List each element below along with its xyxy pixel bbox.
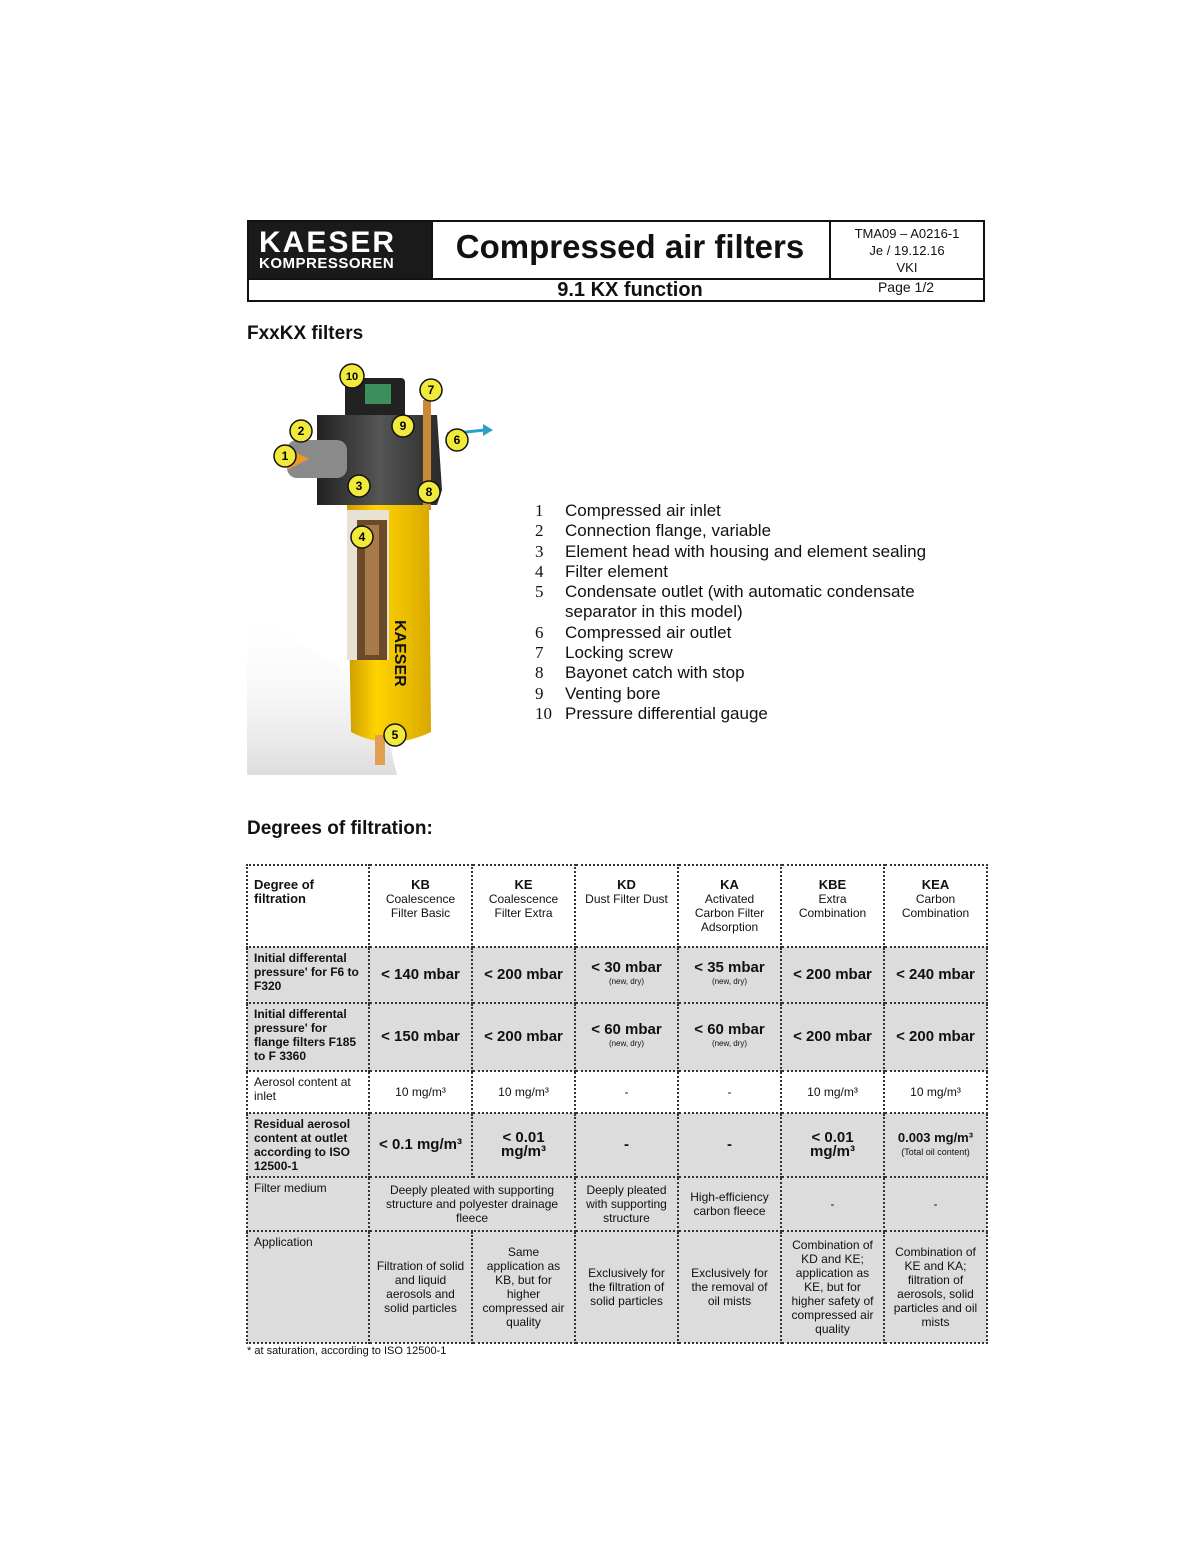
table-cell: < 60 mbar (new, dry) (678, 1003, 781, 1071)
document-id: TMA09 – A0216-1 (854, 226, 960, 241)
document-title: Compressed air filters (455, 228, 805, 265)
callout-1 (274, 445, 296, 467)
table-cell: < 200 mbar (884, 1003, 987, 1071)
filtration-table (246, 864, 988, 1344)
svg-text:7: 7 (427, 383, 435, 397)
legend-item: 3 Element head with housing and element sealing (535, 541, 927, 561)
table-cell: < 150 mbar (369, 1003, 472, 1071)
svg-text:3: 3 (355, 479, 363, 493)
table-footnote: * at saturation, according to ISO 12500-1 (247, 1345, 447, 1357)
legend-item: 5 Condensate outlet (with automatic condensate (535, 582, 915, 602)
table-cell: 10 mg/m³ (781, 1071, 884, 1113)
section-heading-filters: FxxKX filters (247, 323, 364, 344)
table-cell: Exclusively for the removal of oil mists (678, 1231, 781, 1343)
column-header-kbe: KBE Extra Combination (781, 865, 884, 947)
table-cell: - (678, 1071, 781, 1113)
callout-5 (384, 724, 406, 746)
table-cell: Deeply pleated with supporting structure and polyester drainage fleece (369, 1177, 575, 1231)
table-cell: Exclusively for the filtration of solid particles (575, 1231, 678, 1343)
document-meta (829, 222, 983, 278)
callout-10 (340, 364, 364, 388)
table-cell: Deeply pleated with supporting structure (575, 1177, 678, 1231)
svg-text:2: 2 (297, 424, 305, 438)
table-row-residual-aerosol (247, 1113, 987, 1177)
table-cell: - (884, 1177, 987, 1231)
legend-item: 6 Compressed air outlet (535, 622, 732, 642)
row-label: Aerosol content at inlet (247, 1071, 369, 1113)
document-subtitle: 9.1 KX function (557, 279, 703, 301)
logo-subline: KOMPRESSOREN (259, 255, 395, 272)
column-header-kb: KB Coalescence Filter Basic (369, 865, 472, 947)
section-heading-filtration: Degrees of filtration: (247, 818, 433, 839)
table-cell: < 200 mbar (472, 1003, 575, 1071)
table-cell: 10 mg/m³ (884, 1071, 987, 1113)
legend-item: 7 Locking screw (535, 643, 673, 663)
svg-text:1: 1 (281, 449, 289, 463)
logo-wordmark: KAESER (259, 226, 397, 259)
svg-text:4: 4 (358, 530, 366, 544)
callout-2 (290, 420, 312, 442)
table-cell: - (575, 1071, 678, 1113)
row-label: Initial differental pressure' for F6 to F320 (247, 947, 369, 1003)
condensate-drain (375, 735, 385, 765)
callout-9 (392, 415, 414, 437)
column-header-kd: KD Dust Filter Dust (575, 865, 678, 947)
column-header-kea: KEA Carbon Combination (884, 865, 987, 947)
company-logo (249, 222, 433, 278)
table-row-aerosol-inlet (247, 1071, 987, 1113)
legend-item: 8 Bayonet catch with stop (535, 663, 745, 683)
table-cell: 0.003 mg/m³ (Total oil content) (884, 1113, 987, 1177)
author-date: Je / 19.12.16 (869, 243, 945, 258)
page-number: Page 1/2 (877, 279, 935, 295)
table-row-application (247, 1231, 987, 1343)
table-cell: Filtration of solid and liquid aerosols and solid particles (369, 1231, 472, 1343)
legend-item: 10 Pressure differential gauge (535, 703, 768, 723)
column-header-ke: KE Coalescence Filter Extra (472, 865, 575, 947)
component-legend (535, 501, 975, 724)
table-cell: < 140 mbar (369, 947, 472, 1003)
row-label: Residual aerosol content at outlet according to ISO 12500-1 (247, 1113, 369, 1177)
table-row-pressure-f6 (247, 947, 987, 1003)
table-cell: - (678, 1113, 781, 1177)
table-cell: Combination of KE and KA; filtration of aerosols, solid particles and oil mists (884, 1231, 987, 1343)
table-cell: Same application as KB, but for higher compressed air quality (472, 1231, 575, 1343)
table-cell: < 200 mbar (781, 1003, 884, 1071)
table-cell: < 200 mbar (472, 947, 575, 1003)
table-cell: < 240 mbar (884, 947, 987, 1003)
callout-7 (420, 379, 442, 401)
svg-text:9: 9 (399, 419, 407, 433)
filter-cutaway-illustration (247, 360, 497, 775)
callout-4 (351, 526, 373, 548)
table-cell: < 0.01 mg/m³ (781, 1113, 884, 1177)
svg-text:5: 5 (391, 728, 399, 742)
table-row-pressure-flange (247, 1003, 987, 1071)
row-label: Application (247, 1231, 369, 1343)
document-header (247, 220, 985, 302)
table-cell: 10 mg/m³ (472, 1071, 575, 1113)
column-header-ka: KA Activated Carbon Filter Adsorption (678, 865, 781, 947)
callout-8 (418, 481, 440, 503)
svg-text:8: 8 (425, 485, 433, 499)
table-cell: < 35 mbar (new, dry) (678, 947, 781, 1003)
table-cell: < 0.1 mg/m³ (369, 1113, 472, 1177)
table-cell: - (781, 1177, 884, 1231)
housing-brand-label: KAESER (391, 620, 408, 687)
svg-text:6: 6 (453, 433, 461, 447)
table-cell: Combination of KD and KE; application as KE, but for higher safety of compressed air quality (781, 1231, 884, 1343)
row-label: Initial differental pressure' for flange filters F185 to F 3360 (247, 1003, 369, 1071)
table-cell: < 30 mbar (new, dry) (575, 947, 678, 1003)
outlet-arrowhead-icon (483, 424, 493, 436)
gauge-window (365, 384, 391, 404)
table-cell: < 200 mbar (781, 947, 884, 1003)
table-cell: 10 mg/m³ (369, 1071, 472, 1113)
table-cell: < 60 mbar (new, dry) (575, 1003, 678, 1071)
table-row-filter-medium (247, 1177, 987, 1231)
table-cell: < 0.01 mg/m³ (472, 1113, 575, 1177)
legend-item: 1 Compressed air inlet (535, 501, 721, 520)
callout-3 (348, 475, 370, 497)
callout-6 (446, 429, 468, 451)
table-header-row (247, 865, 987, 947)
legend-item: 4 Filter element (535, 561, 668, 581)
row-label: Filter medium (247, 1177, 369, 1231)
department: VKI (896, 260, 918, 275)
legend-item: 9 Venting bore (535, 683, 661, 703)
table-cell: - (575, 1113, 678, 1177)
table-cell: High-efficiency carbon fleece (678, 1177, 781, 1231)
legend-item: 2 Connection flange, variable (535, 521, 772, 541)
svg-text:10: 10 (345, 371, 359, 383)
legend-item: separator in this model) (565, 602, 743, 622)
table-corner-label: Degree of filtration (247, 865, 369, 947)
